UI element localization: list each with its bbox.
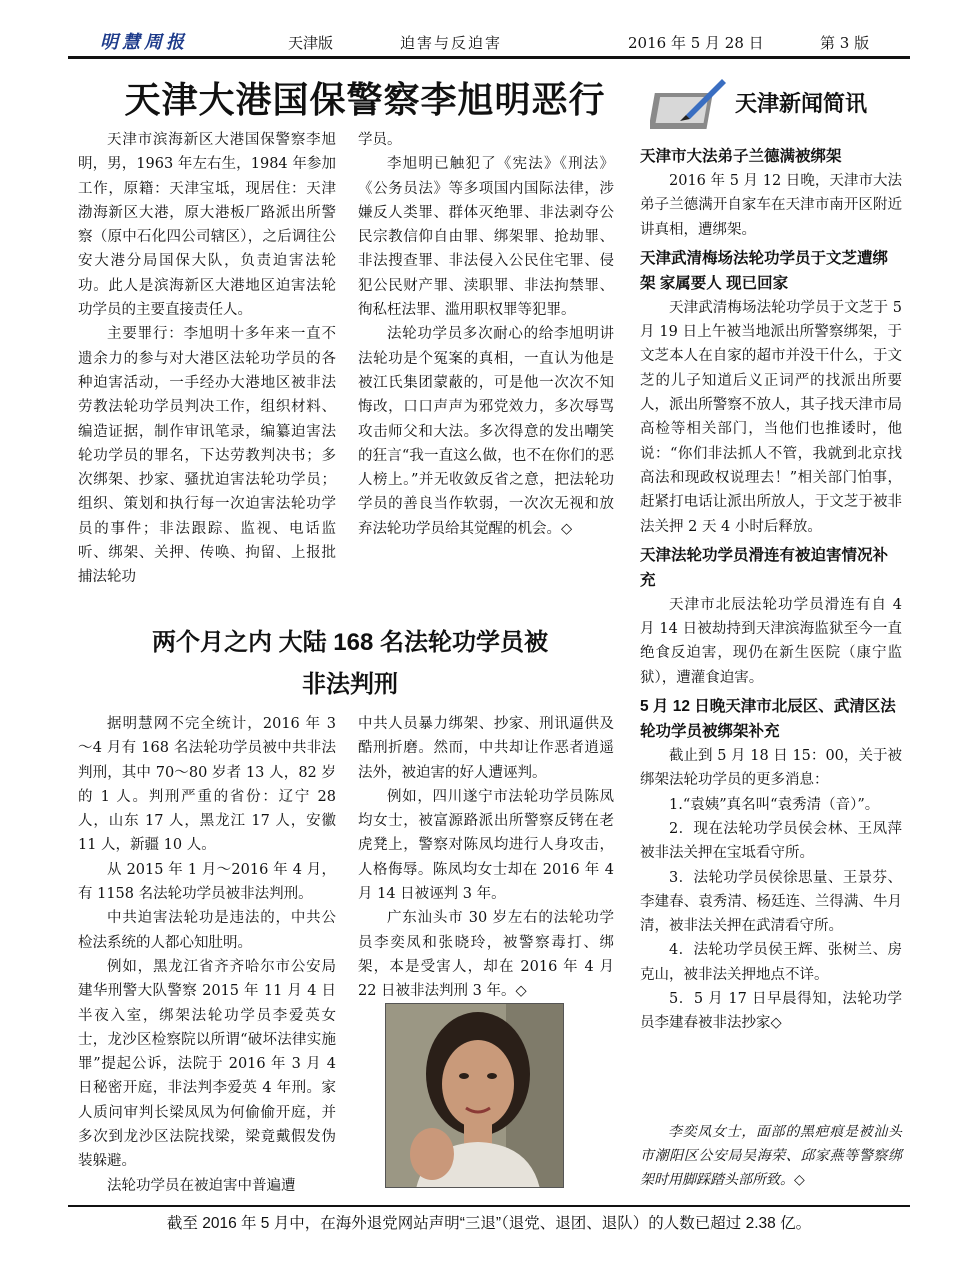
article2-title-line-1: 两个月之内 大陆 168 名法轮功学员被: [151, 629, 549, 656]
footer-notice: 截至 2016 年 5 月中，在海外退党网站声明“三退”（退党、退团、退队）的人数已超过 2.38 亿。: [166, 1215, 812, 1232]
paragraph: 从 2015 年 1 月～2016 年 4 月，有 1158 名法轮功学员被非法判刑。: [78, 861, 336, 903]
paragraph: 天津市北辰法轮功学员滑连有自 4 月 14 日被劫持到天津滨海监狱至今一直绝食反迫害，现仍在新生医院（康宁监狱），遭灌食迫害。: [640, 596, 902, 686]
paragraph: 广东汕头市 30 岁左右的法轮功学员李奕凤和张晓玲，被警察毒打、绑架，本是受害人，却在 2016 年 4 月 22 日被非法判刑 3 年。◇: [358, 910, 614, 1000]
article2-title-line-2: 非法判刑: [302, 671, 398, 698]
news-item: [640, 144, 902, 242]
photo-caption: 李奕凤女士，面部的黑疤痕是被汕头市潮阳区公安局吴海荣、邱家燕等警察绑架时用脚踩踏头部所致。◇: [640, 1124, 902, 1188]
list-item: 2．现在法轮功学员侯会林、王凤萍被非法关押在宝坻看守所。: [640, 820, 902, 862]
paragraph: 截止到 5 月 18 日 15：00，关于被绑架法轮功学员的更多消息：: [640, 748, 902, 789]
paragraph: 李旭明已触犯了《宪法》《刑法》《公务员法》等多项国内国际法律，涉嫌反人类罪、群体灭绝罪、非法剥夺公民宗教信仰自由罪、绑架罪、抢劫罪、非法搜查罪、非法侵入公民住宅罪、侵犯公民财产罪、渎职罪、非法拘禁罪、徇私枉法罪、滥用职权罪等犯罪。: [358, 156, 614, 319]
paragraph: 2016 年 5 月 12 日晚，天津市大法弟子兰德满开自家车在天津市南开区附近讲真相，遭绑架。: [640, 173, 902, 238]
news-section-header: [650, 75, 910, 135]
news-item: [640, 543, 902, 690]
article1-column-1: [78, 128, 336, 590]
news-headline: 天津法轮功学员滑连有被迫害情况补充: [640, 546, 889, 589]
paragraph: 法轮功学员在被迫害中普遍遭: [107, 1177, 296, 1194]
quill-and-paper-icon: [650, 75, 728, 133]
list-item: 5．5 月 17 日早晨得知，法轮功学员李建春被非法抄家◇: [640, 991, 902, 1032]
article2-column-1: [78, 712, 336, 1198]
paragraph: 学员。: [358, 132, 402, 148]
paragraph: 例如，黑龙江省齐齐哈尔市公安局建华刑警大队警察 2015 年 11 月 4 日半夜入室，绑架法轮功学员李爱英女士，龙沙区检察院以所谓“破坏法律实施罪”提起公诉，法院于 2016 年 3 月 4 日秘密开庭，非法判李爱英 4 年刑。家人质问审判长梁凤凤为何偷偷开庭，并多次到龙沙区法院找梁，梁竟戴假发伪装躲避。: [78, 958, 336, 1170]
paragraph: 中共人员暴力绑架、抄家、刑讯逼供及酷刑折磨。然而，中共却让作恶者逍遥法外，被迫害的好人遭诬判。: [358, 716, 614, 781]
portrait-photo: [385, 1003, 564, 1188]
header-divider: [68, 56, 910, 59]
article-title: 天津大港国保警察李旭明恶行: [124, 79, 606, 121]
masthead: 明慧周报: [100, 32, 188, 53]
footer-divider: [68, 1205, 910, 1207]
news-headline: 天津市大法弟子兰德满被绑架: [640, 148, 842, 165]
paragraph: 中共迫害法轮功是违法的，中共公检法系统的人都心知肚明。: [78, 910, 336, 951]
paragraph: 天津市滨海新区大港国保警察李旭明，男，1963 年左右生，1984 年参加工作，原籍：天津宝坻，现居住：天津渤海新区大港，原大港板厂路派出所警察（原中石化四公司辖区），之后调往公安大港分局国保大队，负责迫害法轮功。此人是滨海新区大港地区迫害法轮功学员的主要直接责任人。: [78, 132, 336, 319]
paragraph: 法轮功学员多次耐心的给李旭明讲法轮功是个冤案的真相，一直认为他是被江氏集团蒙蔽的，可是他一次次不知悔改，口口声声为邪党效力，多次辱骂攻击师父和大法。多次得意的发出嘲笑的狂言“我一直这么做，也不在你们的恶人榜上。”并无收敛反省之意，把法轮功学员的善良当作软弱，一次次无视和放弃法轮功学员给其觉醒的机会。◇: [358, 326, 614, 537]
paragraph: 主要罪行：李旭明十多年来一直不遗余力的参与对大港区法轮功学员的各种迫害活动，一手经办大港地区被非法劳教法轮功学员判决工作，组织材料、编造证据，制作审讯笔录，编纂迫害法轮功学员的罪名，下达劳教判决书；多次绑架、抄家、骚扰迫害法轮功学员；组织、策划和执行每一次迫害法轮功学员的事件；非法跟踪、监视、电话监听、绑架、关押、传唤、拘留、上报批捕法轮功: [78, 326, 336, 586]
news-item: [640, 694, 902, 1036]
article2-column-2: [358, 712, 614, 1004]
edition-label: 天津版: [288, 34, 334, 52]
news-briefs-column: [640, 140, 902, 1036]
paragraph: 天津武清梅场法轮功学员于文芝于 5 月 19 日上午被当地派出所警察绑架，于文芝本人在自家的超市并没干什么，于文芝的儿子知道后义正词严的找派出所要人，派出所警察不放人，其子找天津市局高检等相关部门，当他们也推诿时，他说：“你们非法抓人不管，我就到北京找高法和现政权说理去！”相关部门怕事，赶紧打电话让派出所放人，于文芝于被非法关押 2 天 4 小时后释放。: [640, 299, 902, 535]
paragraph: 据明慧网不完全统计，2016 年 3～4 月有 168 名法轮功学员被中共非法判刑，其中 70～80 岁者 13 人，82 岁的 1 人。判刑严重的省份：辽宁 28 人，山东 17 人，黑龙江 17 人，安徽 11 人，新疆 10 人。: [78, 716, 336, 854]
list-item: 4．法轮功学员侯王辉、张树兰、房克山，被非法关押地点不详。: [640, 942, 902, 983]
list-item: 3．法轮功学员侯徐思量、王景芬、李建春、袁秀清、杨廷连、兰得满、牛月清，被非法关押在武清看守所。: [640, 869, 902, 935]
page-number: 第 3 版: [820, 34, 870, 52]
news-item: [640, 246, 902, 539]
portrait-illustration: [386, 1004, 564, 1188]
issue-date: 2016 年 5 月 28 日: [628, 34, 764, 52]
article1-column-2: [358, 128, 614, 541]
news-headline: 天津武清梅场法轮功学员于文芝遭绑架 家属要人 现已回家: [640, 249, 889, 292]
article2-title: [80, 622, 620, 706]
news-section-title: 天津新闻简讯: [735, 91, 868, 116]
paragraph: 例如，四川遂宁市法轮功学员陈凤均女士，被富源路派出所警察反铐在老虎凳上，警察对陈凤均进行人身攻击，人格侮辱。陈凤均女士却在 2016 年 4 月 14 日被诬判 3 年。: [358, 788, 614, 903]
list-item: 1.“袁姨”真名叫“袁秀清（音）”。: [669, 796, 880, 813]
news-headline: 5 月 12 日晚天津市北辰区、武清区法轮功学员被绑架补充: [640, 698, 896, 741]
section-label: 迫害与反迫害: [400, 34, 503, 52]
